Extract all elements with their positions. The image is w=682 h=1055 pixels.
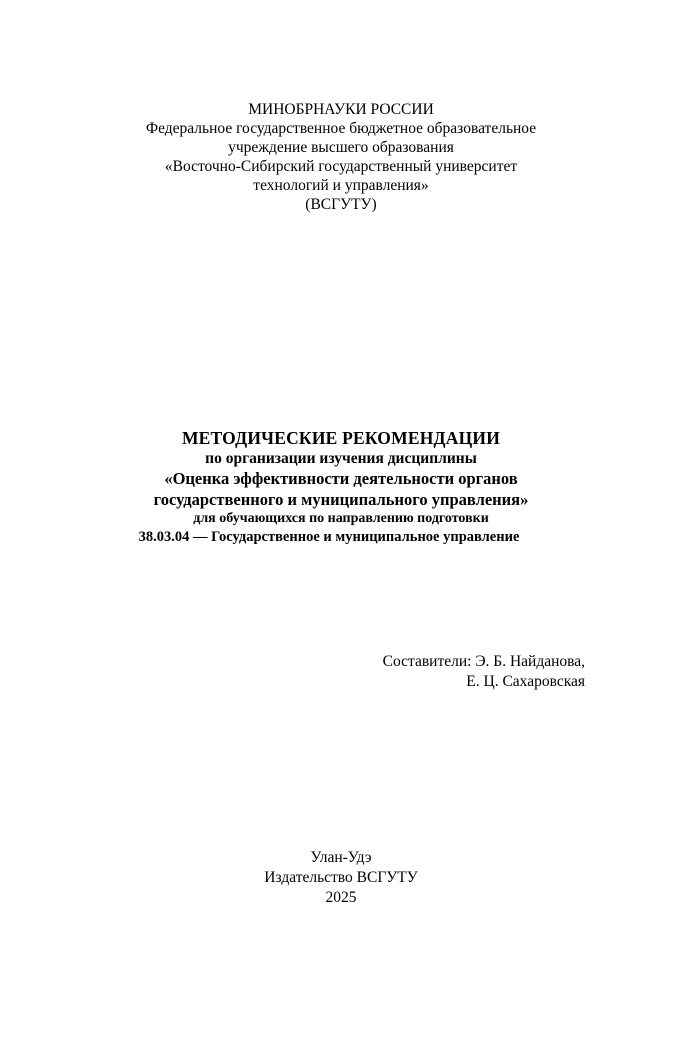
institution-type-line2: учреждение высшего образования <box>228 139 454 156</box>
institution-type-line1: Федеральное государственное бюджетное образовательное <box>145 120 537 137</box>
direction-line: 38.03.04 — Государственное и муниципальное управление <box>138 529 520 545</box>
imprint-footer <box>0 848 682 908</box>
authors-block <box>383 652 585 692</box>
authors-line1: Составители: Э. Б. Найданова, <box>382 653 585 670</box>
discipline-name-line1: «Оценка эффективности деятельности органов <box>164 469 518 488</box>
document-title <box>0 427 682 546</box>
ministry-name: МИНОБРНАУКИ РОССИИ <box>248 101 434 118</box>
year: 2025 <box>325 889 357 906</box>
university-abbreviation: (ВСГУТУ) <box>305 196 377 213</box>
university-name-line2: технологий и управления» <box>253 177 429 194</box>
discipline-name-line2: государственного и муниципального управления» <box>153 490 529 509</box>
institution-header <box>0 100 682 214</box>
university-name-line1: «Восточно-Сибирский государственный университет <box>164 158 518 175</box>
document-title-main: МЕТОДИЧЕСКИЕ РЕКОМЕНДАЦИИ <box>181 428 501 448</box>
document-subtitle: по организации изучения дисциплины <box>205 450 477 467</box>
publisher: Издательство ВСГУТУ <box>264 869 418 886</box>
authors-line2: Е. Ц. Сахаровская <box>466 673 585 690</box>
city: Улан-Удэ <box>310 849 372 866</box>
audience-line: для обучающихся по направлению подготовки <box>193 511 489 526</box>
